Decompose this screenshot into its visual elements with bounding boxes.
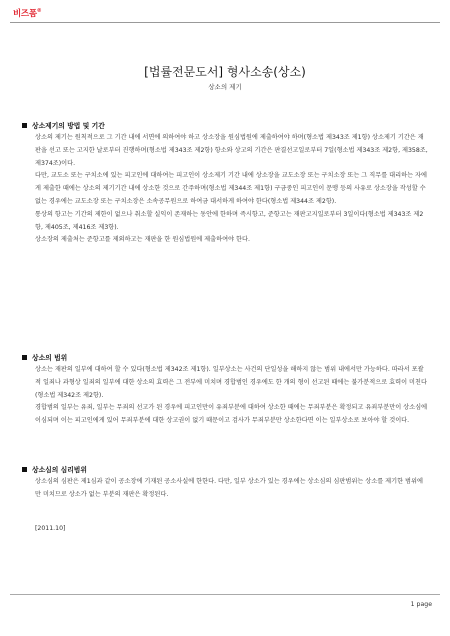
paragraph: 통상의 항고는 기간의 제한이 없으나 취소할 실익이 존재하는 동안에 한하며 즉시항고, 준항고는 재판고지일로부터 3일이다(형소법 제343조 제2항, 제405조, 제416조 제3항). xyxy=(35,210,424,231)
section-heading-text: 상소심의 심리범위 xyxy=(32,466,87,474)
section-heading-text: 상소의 범위 xyxy=(32,354,68,362)
paragraph: 다만, 교도소 또는 구치소에 있는 피고인에 대하여는 피고인이 상소제기 기간 내에 상소장을 교도소장 또는 구치소장 또는 그 직무를 대리하는 자에게 제출한 때에는 상소의 제기기간 내에 상소한 것으로 간주하며(형소법 제344조 제1항) 구금중인 피고인이 문맹 등의 사유로 상소장을 작성할 수 없는 경우에는 교도소장 또는 구치소장은 소속공무원으로 하여금 대서하게 하여야 한다(형소법 제344조 제2항). xyxy=(35,172,427,205)
footer-divider xyxy=(10,594,440,595)
page-number: 1 page xyxy=(410,601,432,608)
section-heading xyxy=(22,352,428,362)
section-review-scope xyxy=(22,464,428,502)
section-heading xyxy=(22,120,428,130)
section-heading xyxy=(22,464,428,474)
logo-text: 비즈폼 xyxy=(13,9,37,19)
paragraph: 상소심의 심판은 제1심과 같이 공소장에 기재된 공소사실에 한한다. 다만, 일부 상소가 있는 경우에는 상소심의 심판범위는 상소를 제기한 범위에만 미치므로 상소가 없는 부분의 재판은 확정된다. xyxy=(35,478,423,498)
header-divider xyxy=(10,22,440,23)
document-subtitle: 상소의 제기 xyxy=(208,83,242,91)
section-body xyxy=(35,364,428,428)
paragraph: 상소장의 제출처는 준항고를 제외하고는 재판을 한 원심법원에 제출하여야 한다. xyxy=(35,236,250,244)
section-heading-text: 상소제기의 방법 및 기간 xyxy=(32,122,105,130)
document-date: [2011.10] xyxy=(35,525,66,532)
square-bullet-icon xyxy=(22,123,27,128)
paragraph: 상소는 재판의 일부에 대하여 할 수 있다(형소법 제342조 제1항). 일부상소는 사건의 단일성을 해하지 않는 범위 내에서만 가능하다. 따라서 포괄적 일죄나 과형상 일죄의 일부에 대한 상소의 효력은 그 전부에 미치며 경합범인 경우에도 한 개의 형이 선고된 때에는 불가분적으로 효력이 미친다(형소법 제342조 제2항). xyxy=(35,366,427,399)
registered-mark: ® xyxy=(36,8,42,15)
bizforms-logo xyxy=(13,7,41,19)
section-body xyxy=(35,132,428,247)
paragraph: 상소의 제기는 원칙적으로 그 기간 내에 서면에 의하여야 하고 상소장을 원심법원에 제출하여야 하며(형소법 제343조 제1항) 상소제기 기간은 재판을 선고 또는 고지한 날로부터 진행하며(형소법 제343조 제2항) 항소와 상고의 기간은 판결선고일로부터 7일(형소법 제343조 제2항, 제358조, 제374조)이다. xyxy=(35,134,428,167)
square-bullet-icon xyxy=(22,355,27,360)
square-bullet-icon xyxy=(22,467,27,472)
section-filing-method xyxy=(22,120,428,247)
section-appeal-scope xyxy=(22,352,428,428)
paragraph: 경합범의 일부는 유죄, 일부는 무죄의 선고가 된 경우에 피고인만이 유죄부분에 대하여 상소한 때에는 무죄부분은 확정되고 유죄부분만이 상소심에 이심되며 이는 피고인에게 있어 무죄부분에 대한 상고권이 없기 때문이고 검사가 무죄부분만 상소한다면 이는 일부상소로 보아야 할 것이다. xyxy=(35,404,428,425)
section-body xyxy=(35,476,428,502)
document-title: [법률전문도서] 형사소송(상소) xyxy=(144,65,306,79)
